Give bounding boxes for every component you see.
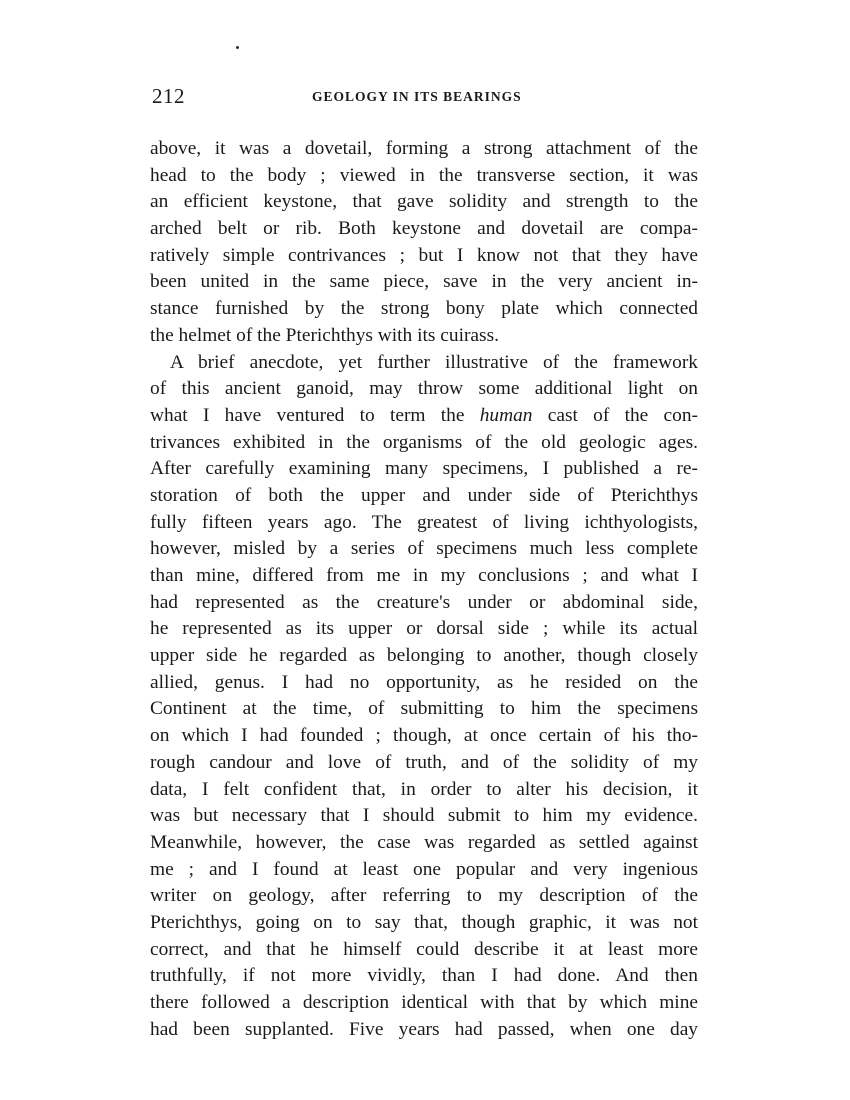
text-line: Continent at the time, of submitting to him the specimens <box>150 698 698 720</box>
text-line: me ; and I found at least one popular and very ingenious <box>150 858 698 880</box>
text-line: After carefully examining many specimens, I published a re- <box>150 458 698 480</box>
page-number: 212 <box>152 84 185 108</box>
text-line: rough candour and love of truth, and of the solidity of my <box>150 751 698 773</box>
running-head-title: GEOLOGY IN ITS BEARINGS <box>312 89 522 104</box>
text-line: arched belt or rib. Both keystone and dovetail are compa- <box>150 218 698 240</box>
text-line: data, I felt confident that, in order to alter his decision, it <box>150 778 698 800</box>
text-segment: cast of the con- <box>532 404 698 426</box>
paragraph-2 <box>150 350 698 1044</box>
text-line: the helmet of the Pterichthys with its cuirass. <box>150 324 499 346</box>
text-line: correct, and that he himself could describe it at least more <box>150 938 698 960</box>
text-line: he represented as its upper or dorsal side ; while its actual <box>150 618 698 640</box>
text-line: on which I had founded ; though, at once certain of his tho- <box>150 725 698 747</box>
running-head <box>152 84 697 114</box>
text-line-with-emphasis <box>150 403 698 430</box>
text-line: an efficient keystone, that gave solidity and strength to the <box>150 191 698 213</box>
text-line: upper side he regarded as belonging to another, though closely <box>150 645 698 667</box>
text-line: truthfully, if not more vividly, than I had done. And then <box>150 965 698 987</box>
ink-speck <box>236 46 239 49</box>
text-line: had been supplanted. Five years had passed, when one day <box>150 1018 698 1040</box>
text-line: there followed a description identical with that by which mine <box>150 992 698 1013</box>
text-line: than mine, differed from me in my conclusions ; and what I <box>150 565 698 586</box>
text-line: had represented as the creature's under or abdominal side, <box>150 591 698 613</box>
text-line: been united in the same piece, save in the very ancient in- <box>150 271 698 293</box>
text-line: writer on geology, after referring to my description of the <box>150 885 698 907</box>
text-line: stance furnished by the strong bony plate which connected <box>150 298 698 320</box>
text-line: Pterichthys, going on to say that, though graphic, it was not <box>150 911 698 933</box>
text-line: storation of both the upper and under side of Pterichthys <box>150 484 698 506</box>
emphasized-word: human <box>479 404 533 426</box>
text-line: however, misled by a series of specimens much less complete <box>150 538 698 560</box>
text-line: was but necessary that I should submit to him my evidence. <box>150 805 698 827</box>
text-line: A brief anecdote, yet further illustrative of the framework <box>170 351 698 373</box>
paragraph-1 <box>150 136 698 350</box>
text-line: of this ancient ganoid, may throw some additional light on <box>150 378 698 400</box>
text-line: ratively simple contrivances ; but I know not that they have <box>150 244 698 266</box>
text-line: above, it was a dovetail, forming a strong attachment of the <box>150 138 698 159</box>
text-line: fully fifteen years ago. The greatest of living ichthyologists, <box>150 511 698 533</box>
body-text <box>150 136 698 1043</box>
text-line: allied, genus. I had no opportunity, as he resided on the <box>150 671 698 693</box>
text-line: head to the body ; viewed in the transverse section, it was <box>150 164 698 186</box>
text-line: Meanwhile, however, the case was regarded as settled against <box>150 831 698 853</box>
text-segment: what I have ventured to term the <box>150 404 480 426</box>
text-line: trivances exhibited in the organisms of the old geologic ages. <box>150 431 698 453</box>
